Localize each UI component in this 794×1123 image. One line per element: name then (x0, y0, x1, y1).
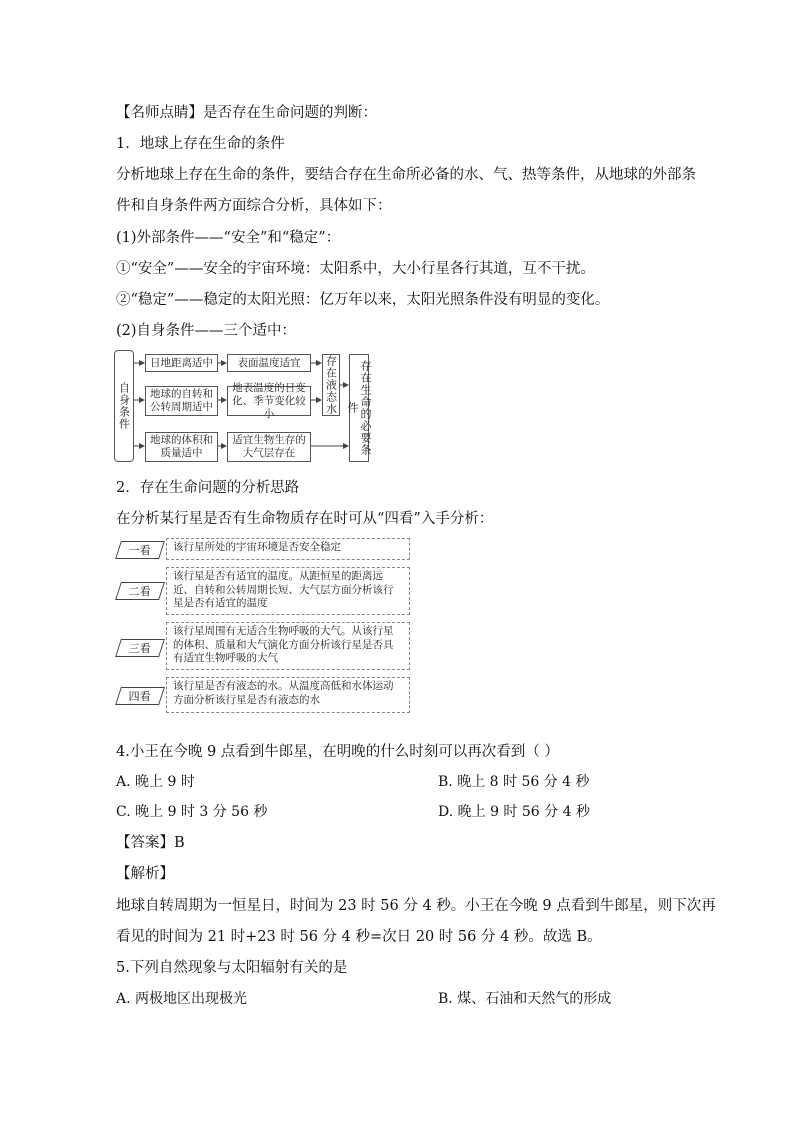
look-3-tag: 三看 (115, 639, 165, 657)
effect-surface-temperature: 表面温度适宜 (227, 354, 311, 372)
effect-atmosphere: 适宜生物生存的大气层存在 (227, 432, 311, 462)
external-conditions-heading: (1)外部条件——“安全”和“稳定”： (116, 230, 341, 246)
self-conditions-diagram (114, 350, 374, 466)
liquid-water-box: 存在液态水 (322, 354, 340, 416)
look-2-tag: 二看 (115, 582, 165, 600)
effect-small-temperature-change: 地表温度的日变化、季节变化较小 (227, 386, 311, 416)
q4-option-d: D. 晚上 9 时 56 分 4 秒 (438, 804, 590, 820)
look-4-text: 该行星是否有液态的水。从温度高低和水体运动方面分析该行星是否有液态的水 (166, 677, 410, 713)
external-condition-stability: ②“稳定”——稳定的太阳光照：亿万年以来，太阳光照条件没有明显的变化。 (116, 292, 610, 308)
look-3-text: 该行星周围有无适合生物呼吸的大气。从该行星的体积、质量和大气演化方面分析该行星是否具有适宜生物呼吸的大气 (166, 622, 410, 670)
q5-option-b: B. 煤、石油和天然气的形成 (438, 991, 612, 1007)
q4-stem: 4.小王在今晚 9 点看到牛郎星，在明晚的什么时刻可以再次看到（ ） (116, 744, 559, 760)
q4-analysis-label: 【解析】 (116, 866, 174, 882)
q4-option-b: B. 晚上 8 时 56 分 4 秒 (438, 774, 590, 790)
cause-sun-distance: 日地距离适中 (145, 354, 218, 372)
q4-analysis-line1: 地球自转周期为一恒星日，时间为 23 时 56 分 4 秒。小王在今晚 9 点看到牛郎星，则下次再 (116, 898, 716, 914)
cause-volume-mass: 地球的体积和质量适中 (145, 432, 218, 462)
look-4-tag: 四看 (115, 687, 165, 705)
section2-heading: 2．存在生命问题的分析思路 (116, 480, 300, 496)
q4-analysis-line2: 看见的时间为 21 时+23 时 56 分 4 秒=次日 20 时 56 分 4 秒。故选 B。 (116, 929, 602, 945)
external-condition-safety: ①“安全”——安全的宇宙环境：太阳系中，大小行星各行其道，互不干扰。 (116, 261, 595, 277)
look-1-text: 该行星所处的宇宙环境是否安全稳定 (166, 538, 410, 560)
q4-answer: 【答案】B (116, 835, 185, 851)
note-title: 【名师点睛】是否存在生命问题的判断： (116, 105, 377, 121)
self-conditions-heading: (2)自身条件——三个适中： (116, 323, 297, 339)
cause-rotation-revolution: 地球的自转和公转周期适中 (145, 386, 218, 416)
q4-option-c: C. 晚上 9 时 3 分 56 秒 (116, 804, 268, 820)
q5-option-a: A. 两极地区出现极光 (116, 991, 248, 1007)
four-looks-diagram (114, 536, 414, 714)
section1-paragraph-line1: 分析地球上存在生命的条件，要结合存在生命所必备的水、气、热等条件，从地球的外部条 (116, 167, 696, 183)
section2-intro: 在分析某行星是否有生命物质存在时可从“四看”入手分析： (116, 511, 494, 527)
self-conditions-label: 自身条件 (114, 350, 134, 462)
section1-heading: 1．地球上存在生命的条件 (116, 136, 285, 152)
life-necessary-conditions-box: 存在生命的必要条件 (349, 354, 369, 462)
q4-option-a: A. 晚上 9 时 (116, 774, 195, 790)
q5-stem: 5.下列自然现象与太阳辐射有关的是 (116, 960, 348, 976)
section1-paragraph-line2: 件和自身条件两方面综合分析，具体如下： (116, 198, 392, 214)
look-2-text: 该行星是否有适宜的温度。从距恒星的距离远近、自转和公转周期长短、大气层方面分析该行星是否有适宜的温度 (166, 567, 410, 615)
look-1-tag: 一看 (115, 541, 165, 559)
